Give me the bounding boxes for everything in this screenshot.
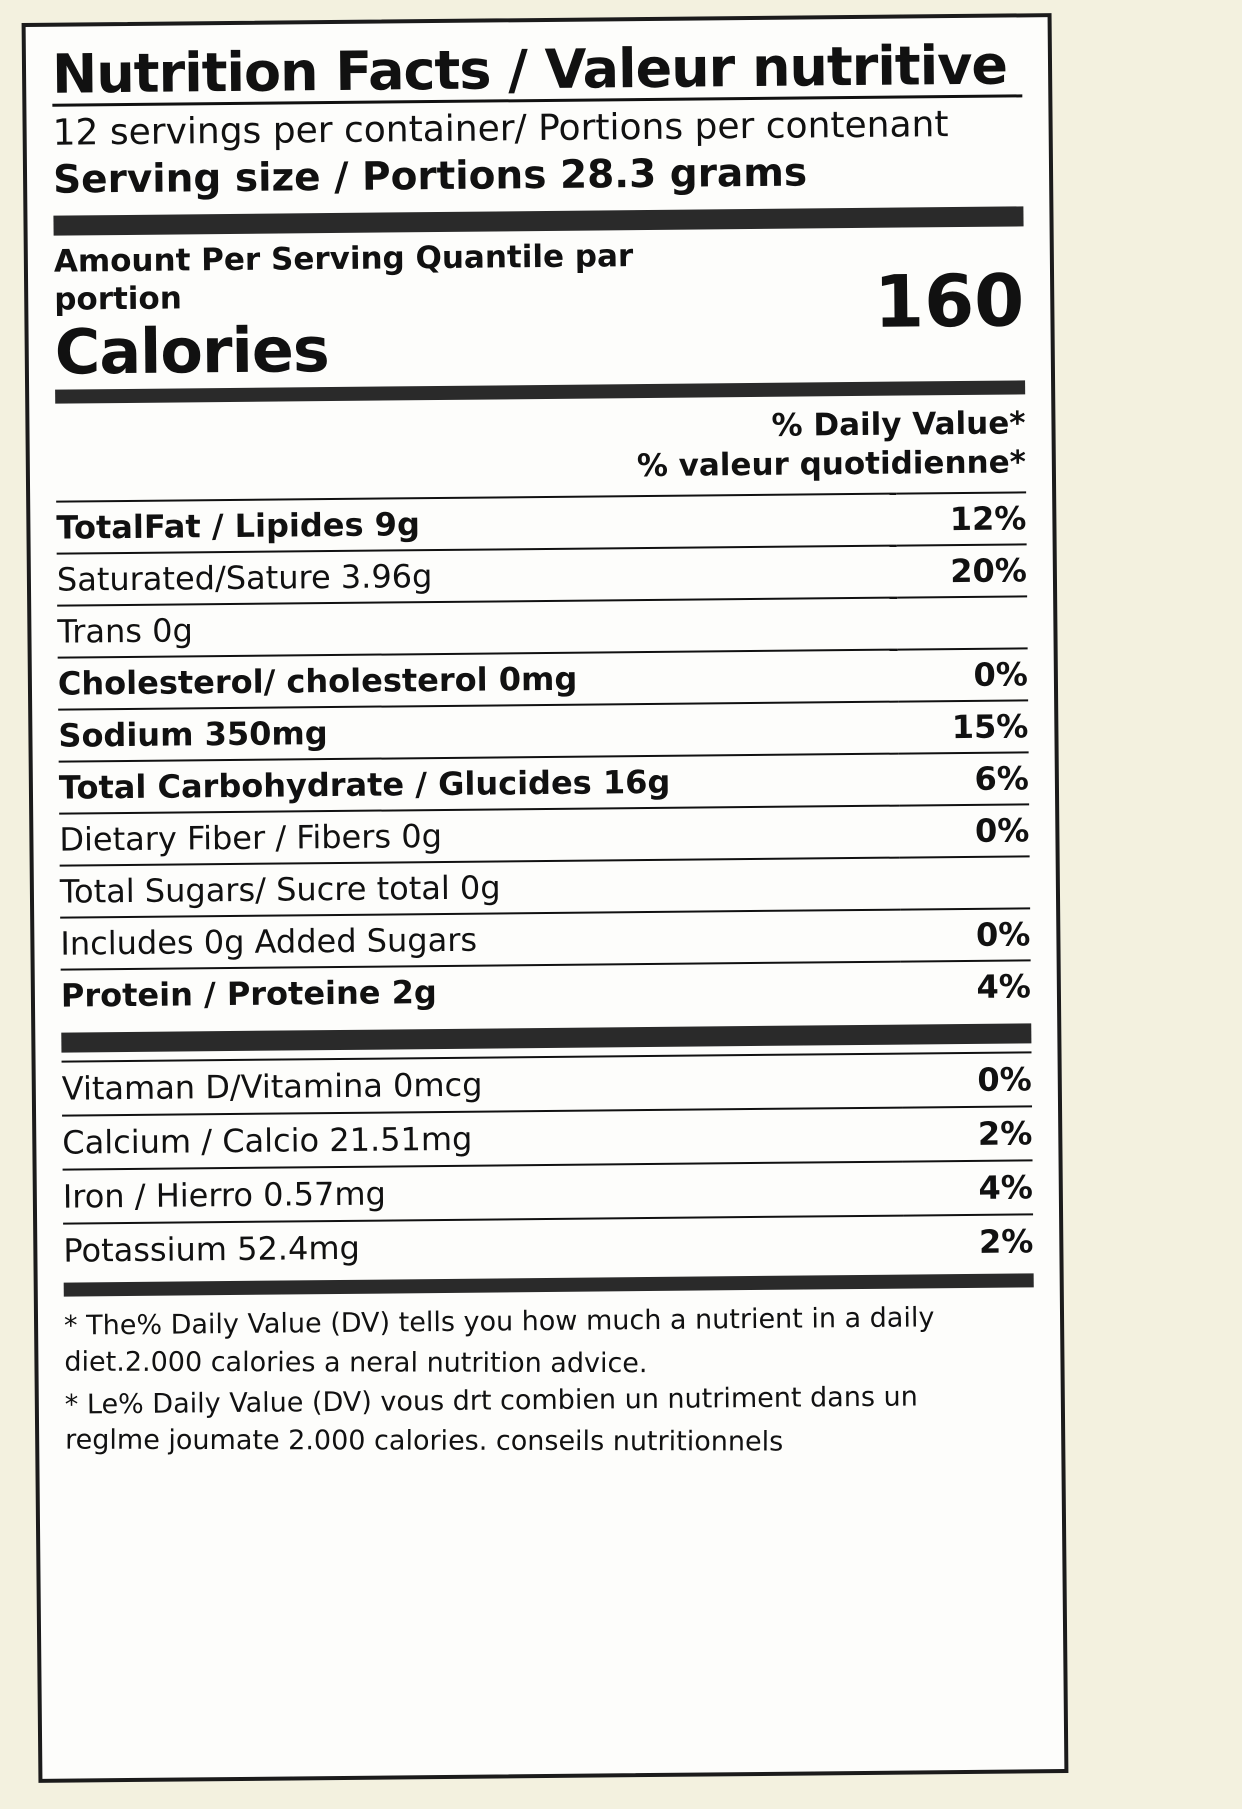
nutrient-dv [897, 597, 1027, 650]
footnotes [64, 1300, 1035, 1458]
calories-label: Calories [54, 313, 330, 389]
nutrient-dv: 0% [900, 909, 1030, 962]
table-row [63, 1215, 1033, 1277]
table-row [59, 753, 1029, 814]
table-row [57, 545, 1027, 606]
serving-size: Serving size / Portions 28.3 grams [52, 149, 808, 203]
vitamin-dv: 0% [902, 1053, 1033, 1108]
vitamin-name: Calcium / Calcio 21.51mg [62, 1108, 902, 1170]
amount-per-serving-label: Amount Per Serving Quantile par portion [53, 238, 634, 318]
nutrient-name: Trans 0g [57, 598, 897, 658]
nutrient-dv: 0% [898, 649, 1028, 702]
nutrient-name: Sodium 350mg [58, 702, 898, 762]
footnote-en [64, 1300, 1035, 1379]
footnote-en-line1: * The% Daily Value (DV) tells you how much a nutrient in a daily [63, 1302, 935, 1343]
vitamins-table [62, 1052, 1034, 1277]
footnote-fr [65, 1378, 1036, 1457]
servings-per-container: 12 servings per container/ Portions per contenant [52, 104, 949, 154]
vitamin-name: Potassium 52.4mg [63, 1216, 903, 1277]
vitamin-name: Iron / Hierro 0.57mg [63, 1162, 903, 1224]
table-row [58, 649, 1028, 710]
nutrient-dv: 4% [901, 961, 1031, 1013]
nutrient-name: TotalFat / Lipides 9g [56, 494, 896, 554]
daily-value-header [55, 404, 1026, 491]
footnote-en-line2: diet.2.000 calories a neral nutrition advice. [64, 1346, 648, 1379]
table-row [62, 1107, 1032, 1170]
nutrient-name: Cholesterol/ cholesterol 0mg [58, 650, 898, 710]
vitamin-dv: 2% [902, 1107, 1033, 1162]
vitamin-dv: 4% [903, 1161, 1034, 1216]
table-row [61, 961, 1031, 1021]
calories-row [53, 235, 1025, 389]
vitamin-dv: 2% [903, 1215, 1034, 1269]
nutrient-dv: 20% [897, 545, 1027, 598]
vitamin-name: Vitaman D/Vitamina 0mcg [62, 1054, 902, 1116]
table-row [63, 1161, 1033, 1224]
table-row [56, 493, 1026, 554]
footnote-fr-line2: reglme joumate 2.000 calories. conseils nutritionnels [65, 1424, 784, 1458]
table-row [58, 701, 1028, 762]
table-row [59, 805, 1029, 866]
thick-divider-top [53, 207, 1023, 236]
nutrient-name: Total Sugars/ Sucre total 0g [60, 858, 900, 918]
table-row [60, 857, 1030, 918]
table-row [60, 909, 1030, 970]
nutrient-name: Protein / Proteine 2g [61, 962, 901, 1021]
nutrient-name: Total Carbohydrate / Glucides 16g [59, 754, 899, 814]
nutrient-dv [900, 857, 1030, 910]
thick-divider-footnotes [64, 1274, 1034, 1297]
table-row [57, 597, 1027, 658]
table-row [62, 1053, 1032, 1116]
nutrients-table [56, 492, 1031, 1021]
nutrient-dv: 0% [899, 805, 1029, 858]
calories-value: 160 [873, 258, 1025, 344]
nutrient-dv: 15% [898, 701, 1028, 754]
footnote-fr-line1: * Le% Daily Value (DV) vous drt combien un nutriment dans un [64, 1381, 918, 1421]
daily-value-header-en: % Daily Value* [771, 405, 1026, 444]
nutrient-dv: 12% [896, 493, 1026, 546]
nutrient-name: Includes 0g Added Sugars [60, 910, 900, 970]
daily-value-header-fr: % valeur quotidienne* [636, 444, 1027, 484]
nutrient-name: Saturated/Sature 3.96g [57, 546, 897, 606]
nutrient-dv: 6% [899, 753, 1029, 806]
thick-divider-vitamins [61, 1024, 1031, 1053]
nutrition-facts-label [22, 13, 1069, 1783]
label-title: Nutrition Facts / Valeur nutritive [51, 33, 1008, 106]
nutrient-name: Dietary Fiber / Fibers 0g [59, 806, 899, 866]
